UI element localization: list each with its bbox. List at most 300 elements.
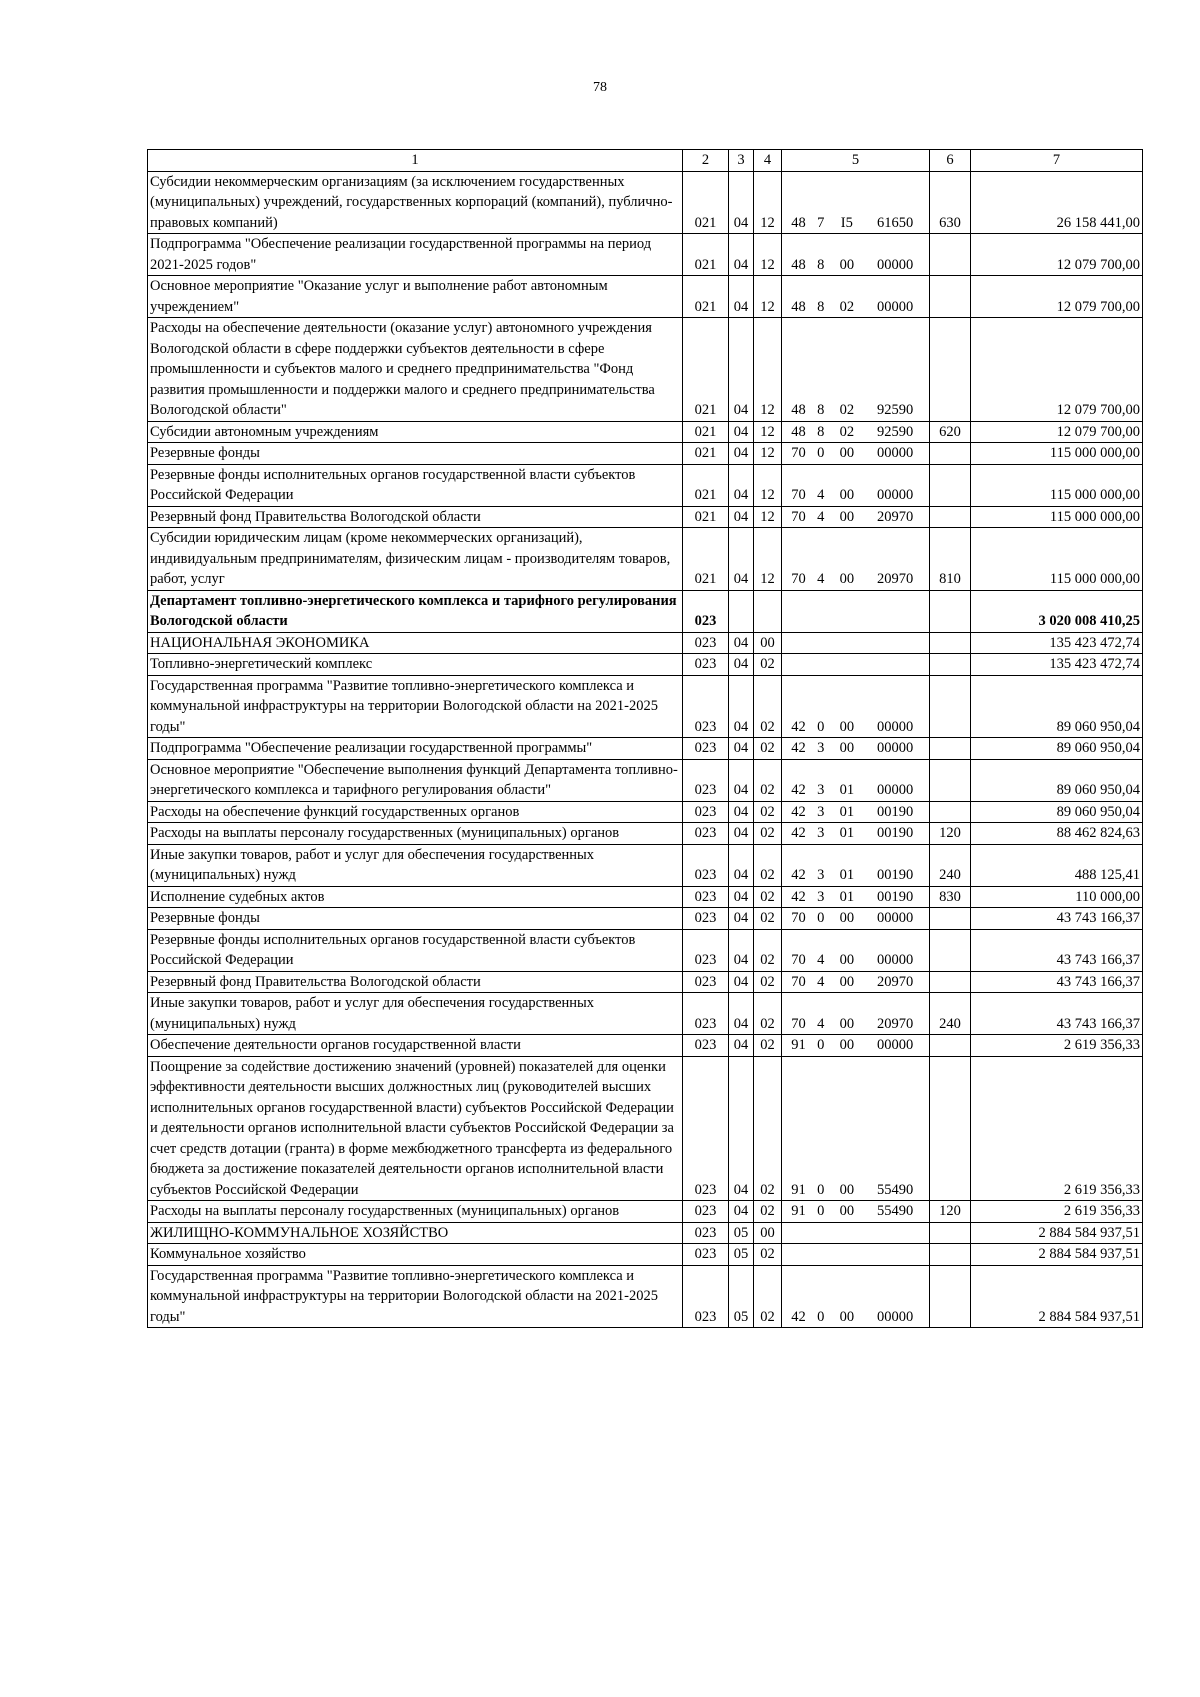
subprogram-code: 0 (817, 1308, 825, 1325)
row-name: Обеспечение деятельности органов государственной власти (148, 1035, 683, 1057)
expense-type-code (930, 506, 971, 528)
row-name: Департамент топливно-энергетического комплекса и тарифного регулирования Вологодской области (148, 590, 683, 632)
direction-code: 00000 (876, 445, 914, 461)
subprogram-code: 0 (817, 1203, 825, 1219)
program-code: 70 (791, 952, 806, 968)
direction-code: 00000 (876, 782, 914, 798)
subprogram-code: 8 (817, 423, 825, 440)
amount: 12 079 700,00 (971, 318, 1143, 422)
row-name: Резервные фонды исполнительных органов государственной власти субъектов Российской Федерации (148, 929, 683, 971)
expense-type-code (930, 908, 971, 930)
code-ministry: 023 (683, 632, 729, 654)
row-name: Расходы на обеспечение деятельности (оказание услуг) автономного учреждения Вологодской области в сфере поддержки субъектов деятельности в сфере промышленности и субъектов малого и среднего предпринимательства "Фонд развития промышленности и поддержки малого и среднего предпринимательства Вологодской области" (148, 318, 683, 422)
table-row (148, 1035, 1143, 1057)
header-cell: 1 (148, 150, 683, 172)
amount: 3 020 008 410,25 (971, 590, 1143, 632)
program-code: 48 (791, 423, 806, 440)
amount: 2 884 584 937,51 (971, 1265, 1143, 1328)
event-code: 00 (839, 1037, 855, 1053)
amount: 89 060 950,04 (971, 675, 1143, 738)
program-code: 70 (791, 973, 806, 990)
table-row (148, 971, 1143, 993)
program-code: 42 (791, 867, 806, 883)
table-row (148, 443, 1143, 465)
target-article-code (782, 823, 930, 845)
program-code: 42 (791, 888, 806, 905)
target-article-code (782, 886, 930, 908)
amount: 43 743 166,37 (971, 971, 1143, 993)
event-code: 00 (839, 910, 855, 926)
row-name: Резервный фонд Правительства Вологодской области (148, 506, 683, 528)
amount: 88 462 824,63 (971, 823, 1143, 845)
code-ministry: 023 (683, 590, 729, 632)
amount: 135 423 472,74 (971, 654, 1143, 676)
code-ministry: 021 (683, 443, 729, 465)
target-article-code (782, 590, 930, 632)
program-code: 70 (791, 445, 806, 461)
code-ministry: 023 (683, 1056, 729, 1201)
code-subsection: 00 (754, 632, 782, 654)
row-name: Субсидии некоммерческим организациям (за исключением государственных (муниципальных) учреждений, государственных корпораций (компаний), публично-правовых компаний) (148, 171, 683, 234)
code-section: 04 (729, 1056, 754, 1201)
subprogram-code: 8 (817, 402, 825, 418)
table-row (148, 632, 1143, 654)
header-cell: 3 (729, 150, 754, 172)
subprogram-code: 0 (817, 910, 825, 926)
code-ministry: 023 (683, 654, 729, 676)
code-section: 04 (729, 1035, 754, 1057)
code-ministry: 021 (683, 318, 729, 422)
code-ministry: 021 (683, 234, 729, 276)
code-subsection: 02 (754, 844, 782, 886)
event-code: 00 (839, 952, 855, 968)
expense-type-code (930, 318, 971, 422)
amount: 115 000 000,00 (971, 506, 1143, 528)
table-row (148, 1201, 1143, 1223)
subprogram-code: 8 (817, 256, 825, 273)
direction-code: 00000 (876, 952, 914, 968)
table-row (148, 886, 1143, 908)
target-article-code (782, 443, 930, 465)
code-subsection: 02 (754, 908, 782, 930)
table-row (148, 993, 1143, 1035)
code-subsection: 12 (754, 506, 782, 528)
event-code: 00 (839, 1015, 855, 1032)
amount: 2 619 356,33 (971, 1201, 1143, 1223)
code-subsection: 02 (754, 1244, 782, 1266)
event-code: 00 (839, 1308, 855, 1325)
amount: 89 060 950,04 (971, 738, 1143, 760)
expense-type-code (930, 971, 971, 993)
direction-code: 92590 (876, 423, 914, 440)
expense-type-code (930, 1035, 971, 1057)
code-subsection: 02 (754, 1265, 782, 1328)
target-article-code (782, 276, 930, 318)
code-subsection: 12 (754, 276, 782, 318)
target-article-code (782, 1035, 930, 1057)
code-section: 04 (729, 929, 754, 971)
code-ministry: 023 (683, 801, 729, 823)
event-code: 01 (839, 782, 855, 798)
program-code: 42 (791, 1308, 806, 1325)
direction-code: 00000 (876, 487, 914, 503)
table-row (148, 1244, 1143, 1266)
subprogram-code: 3 (817, 888, 825, 905)
code-subsection: 02 (754, 759, 782, 801)
code-ministry: 023 (683, 993, 729, 1035)
code-section: 04 (729, 421, 754, 443)
target-article-code (782, 675, 930, 738)
table-row (148, 1222, 1143, 1244)
header-cell: 7 (971, 150, 1143, 172)
expense-type-code: 120 (930, 1201, 971, 1223)
row-name: Субсидии юридическим лицам (кроме некоммерческих организаций), индивидуальным предпринимателям, физическим лицам - производителям товаров, работ, услуг (148, 528, 683, 591)
event-code: 00 (839, 487, 855, 503)
direction-code: 00000 (876, 298, 914, 315)
code-ministry: 023 (683, 1035, 729, 1057)
code-ministry: 023 (683, 971, 729, 993)
code-subsection: 12 (754, 528, 782, 591)
row-name: Государственная программа "Развитие топливно-энергетического комплекса и коммунальной инфраструктуры на территории Вологодской области на 2021-2025 годы" (148, 675, 683, 738)
code-section: 04 (729, 738, 754, 760)
program-code: 91 (791, 1203, 806, 1219)
expense-type-code (930, 1244, 971, 1266)
code-section: 04 (729, 632, 754, 654)
code-section: 04 (729, 464, 754, 506)
target-article-code (782, 1222, 930, 1244)
target-article-code (782, 1265, 930, 1328)
code-section: 04 (729, 528, 754, 591)
row-name: Государственная программа "Развитие топливно-энергетического комплекса и коммунальной инфраструктуры на территории Вологодской области на 2021-2025 годы" (148, 1265, 683, 1328)
row-name: Субсидии автономным учреждениям (148, 421, 683, 443)
code-section: 04 (729, 993, 754, 1035)
row-name: Резервный фонд Правительства Вологодской области (148, 971, 683, 993)
code-ministry: 023 (683, 738, 729, 760)
code-ministry: 023 (683, 1265, 729, 1328)
table-row (148, 759, 1143, 801)
row-name: Резервные фонды (148, 443, 683, 465)
program-code: 42 (791, 740, 806, 756)
program-code: 91 (791, 1181, 806, 1198)
table-row (148, 590, 1143, 632)
direction-code: 55490 (876, 1203, 914, 1219)
code-section: 04 (729, 908, 754, 930)
direction-code: 20970 (876, 571, 914, 587)
code-subsection: 12 (754, 318, 782, 422)
expense-type-code (930, 675, 971, 738)
event-code: 02 (839, 402, 855, 418)
event-code: 00 (839, 740, 855, 756)
code-ministry: 021 (683, 464, 729, 506)
header-cell: 6 (930, 150, 971, 172)
amount: 43 743 166,37 (971, 993, 1143, 1035)
event-code: 01 (839, 825, 855, 841)
code-section (729, 590, 754, 632)
table-row (148, 234, 1143, 276)
table-row (148, 171, 1143, 234)
code-ministry: 023 (683, 844, 729, 886)
subprogram-code: 4 (817, 571, 825, 587)
row-name: Резервные фонды исполнительных органов государственной власти субъектов Российской Федерации (148, 464, 683, 506)
expense-type-code (930, 464, 971, 506)
program-code: 48 (791, 402, 806, 418)
event-code: 00 (839, 718, 855, 735)
expense-type-code (930, 276, 971, 318)
row-name: Иные закупки товаров, работ и услуг для обеспечения государственных (муниципальных) нужд (148, 844, 683, 886)
program-code: 70 (791, 508, 806, 525)
code-section: 05 (729, 1265, 754, 1328)
row-name: ЖИЛИЩНО-КОММУНАЛЬНОЕ ХОЗЯЙСТВО (148, 1222, 683, 1244)
event-code: 02 (839, 298, 855, 315)
row-name: Топливно-энергетический комплекс (148, 654, 683, 676)
subprogram-code: 0 (817, 1037, 825, 1053)
program-code: 42 (791, 718, 806, 735)
code-ministry: 021 (683, 276, 729, 318)
amount: 26 158 441,00 (971, 171, 1143, 234)
subprogram-code: 3 (817, 803, 825, 820)
program-code: 48 (791, 298, 806, 315)
table-row (148, 675, 1143, 738)
direction-code: 00190 (876, 867, 914, 883)
target-article-code (782, 759, 930, 801)
event-code: 00 (839, 1203, 855, 1219)
target-article-code (782, 1056, 930, 1201)
code-subsection: 00 (754, 1222, 782, 1244)
row-name: Расходы на выплаты персоналу государственных (муниципальных) органов (148, 1201, 683, 1223)
budget-table (147, 149, 1143, 1328)
code-section: 04 (729, 844, 754, 886)
amount: 43 743 166,37 (971, 908, 1143, 930)
code-section: 04 (729, 443, 754, 465)
row-name: Иные закупки товаров, работ и услуг для обеспечения государственных (муниципальных) нужд (148, 993, 683, 1035)
target-article-code (782, 844, 930, 886)
amount: 110 000,00 (971, 886, 1143, 908)
row-name: Исполнение судебных актов (148, 886, 683, 908)
target-article-code (782, 929, 930, 971)
table-row (148, 1265, 1143, 1328)
code-subsection: 12 (754, 234, 782, 276)
direction-code: 00190 (876, 803, 914, 820)
table-row (148, 1056, 1143, 1201)
program-code: 42 (791, 825, 806, 841)
table-row (148, 528, 1143, 591)
code-ministry: 021 (683, 528, 729, 591)
event-code: 00 (839, 256, 855, 273)
expense-type-code (930, 234, 971, 276)
subprogram-code: 4 (817, 1015, 825, 1032)
header-cell: 5 (782, 150, 930, 172)
row-name: Подпрограмма "Обеспечение реализации государственной программы" (148, 738, 683, 760)
table-row (148, 929, 1143, 971)
row-name: Основное мероприятие "Обеспечение выполнения функций Департамента топливно-энергетического комплекса и тарифного регулирования области" (148, 759, 683, 801)
code-ministry: 023 (683, 759, 729, 801)
event-code: 00 (839, 445, 855, 461)
row-name: НАЦИОНАЛЬНАЯ ЭКОНОМИКА (148, 632, 683, 654)
subprogram-code: 4 (817, 508, 825, 525)
code-subsection: 02 (754, 1201, 782, 1223)
code-section: 04 (729, 171, 754, 234)
subprogram-code: 8 (817, 298, 825, 315)
direction-code: 00000 (876, 1308, 914, 1325)
row-name: Поощрение за содействие достижению значений (уровней) показателей для оценки эффективности деятельности высших должностных лиц (руководителей высших исполнительных органов государственной власти) субъектов Российской Федерации и деятельности органов исполнительной власти субъектов Российской Федерации за счет средств дотации (гранта) в форме межбюджетного трансферта из федерального бюджета за достижение показателей деятельности органов исполнительной власти субъектов Российской Федерации (148, 1056, 683, 1201)
table-row (148, 844, 1143, 886)
expense-type-code (930, 1056, 971, 1201)
code-subsection: 02 (754, 886, 782, 908)
subprogram-code: 7 (817, 214, 825, 231)
code-subsection: 02 (754, 738, 782, 760)
expense-type-code: 120 (930, 823, 971, 845)
program-code: 70 (791, 1015, 806, 1032)
row-name: Коммунальное хозяйство (148, 1244, 683, 1266)
event-code: 01 (839, 867, 855, 883)
code-section: 04 (729, 318, 754, 422)
code-section: 04 (729, 971, 754, 993)
event-code: 02 (839, 423, 855, 440)
target-article-code (782, 738, 930, 760)
program-code: 42 (791, 782, 806, 798)
subprogram-code: 0 (817, 718, 825, 735)
code-ministry: 023 (683, 1201, 729, 1223)
direction-code: 92590 (876, 402, 914, 418)
code-section: 04 (729, 823, 754, 845)
target-article-code (782, 971, 930, 993)
amount: 135 423 472,74 (971, 632, 1143, 654)
code-subsection: 02 (754, 1056, 782, 1201)
subprogram-code: 4 (817, 952, 825, 968)
code-subsection: 02 (754, 654, 782, 676)
expense-type-code (930, 738, 971, 760)
target-article-code (782, 171, 930, 234)
code-subsection: 12 (754, 421, 782, 443)
event-code: 00 (839, 571, 855, 587)
target-article-code (782, 993, 930, 1035)
direction-code: 00000 (876, 910, 914, 926)
expense-type-code: 830 (930, 886, 971, 908)
table-row (148, 276, 1143, 318)
expense-type-code (930, 590, 971, 632)
subprogram-code: 3 (817, 782, 825, 798)
subprogram-code: 0 (817, 445, 825, 461)
amount: 115 000 000,00 (971, 528, 1143, 591)
amount: 115 000 000,00 (971, 443, 1143, 465)
row-name: Основное мероприятие "Оказание услуг и выполнение работ автономным учреждением" (148, 276, 683, 318)
program-code: 70 (791, 571, 806, 587)
code-subsection: 12 (754, 464, 782, 506)
table-row (148, 421, 1143, 443)
expense-type-code: 810 (930, 528, 971, 591)
direction-code: 00190 (876, 825, 914, 841)
table-row (148, 823, 1143, 845)
code-ministry: 021 (683, 421, 729, 443)
amount: 89 060 950,04 (971, 759, 1143, 801)
program-code: 48 (791, 214, 806, 231)
amount: 89 060 950,04 (971, 801, 1143, 823)
code-ministry: 021 (683, 506, 729, 528)
target-article-code (782, 801, 930, 823)
code-ministry: 023 (683, 886, 729, 908)
subprogram-code: 4 (817, 973, 825, 990)
row-name: Резервные фонды (148, 908, 683, 930)
expense-type-code: 620 (930, 421, 971, 443)
event-code: I5 (840, 214, 853, 231)
code-section: 05 (729, 1244, 754, 1266)
subprogram-code: 0 (817, 1181, 825, 1198)
page-number: 78 (593, 80, 607, 95)
code-ministry: 023 (683, 929, 729, 971)
direction-code: 00000 (876, 740, 914, 756)
direction-code: 00000 (876, 256, 914, 273)
expense-type-code (930, 1265, 971, 1328)
program-code: 70 (791, 910, 806, 926)
program-code: 70 (791, 487, 806, 503)
expense-type-code: 630 (930, 171, 971, 234)
expense-type-code (930, 759, 971, 801)
code-subsection: 02 (754, 929, 782, 971)
direction-code: 61650 (876, 214, 914, 231)
header-cell: 4 (754, 150, 782, 172)
code-subsection: 02 (754, 801, 782, 823)
table-row (148, 908, 1143, 930)
direction-code: 55490 (876, 1181, 914, 1198)
target-article-code (782, 318, 930, 422)
table-row (148, 318, 1143, 422)
event-code: 00 (839, 508, 855, 525)
table-row (148, 654, 1143, 676)
target-article-code (782, 1201, 930, 1223)
code-section: 04 (729, 234, 754, 276)
direction-code: 00190 (876, 888, 914, 905)
expense-type-code: 240 (930, 993, 971, 1035)
row-name: Расходы на выплаты персоналу государственных (муниципальных) органов (148, 823, 683, 845)
target-article-code (782, 421, 930, 443)
row-name: Расходы на обеспечение функций государственных органов (148, 801, 683, 823)
expense-type-code (930, 801, 971, 823)
code-subsection: 02 (754, 993, 782, 1035)
amount: 115 000 000,00 (971, 464, 1143, 506)
header-row (148, 150, 1143, 172)
program-code: 42 (791, 803, 806, 820)
event-code: 01 (839, 888, 855, 905)
event-code: 00 (839, 973, 855, 990)
code-section: 04 (729, 506, 754, 528)
code-subsection: 02 (754, 1035, 782, 1057)
code-section: 05 (729, 1222, 754, 1244)
amount: 2 619 356,33 (971, 1035, 1143, 1057)
code-ministry: 021 (683, 171, 729, 234)
amount: 12 079 700,00 (971, 276, 1143, 318)
code-section: 04 (729, 675, 754, 738)
code-subsection: 02 (754, 823, 782, 845)
amount: 2 884 584 937,51 (971, 1222, 1143, 1244)
amount: 2 884 584 937,51 (971, 1244, 1143, 1266)
table-row (148, 464, 1143, 506)
code-section: 04 (729, 654, 754, 676)
expense-type-code (930, 1222, 971, 1244)
amount: 12 079 700,00 (971, 421, 1143, 443)
target-article-code (782, 908, 930, 930)
code-ministry: 023 (683, 908, 729, 930)
direction-code: 20970 (876, 973, 914, 990)
expense-type-code (930, 443, 971, 465)
subprogram-code: 4 (817, 487, 825, 503)
target-article-code (782, 1244, 930, 1266)
code-section: 04 (729, 759, 754, 801)
direction-code: 20970 (876, 508, 914, 525)
expense-type-code (930, 654, 971, 676)
amount: 43 743 166,37 (971, 929, 1143, 971)
program-code: 48 (791, 256, 806, 273)
subprogram-code: 3 (817, 867, 825, 883)
